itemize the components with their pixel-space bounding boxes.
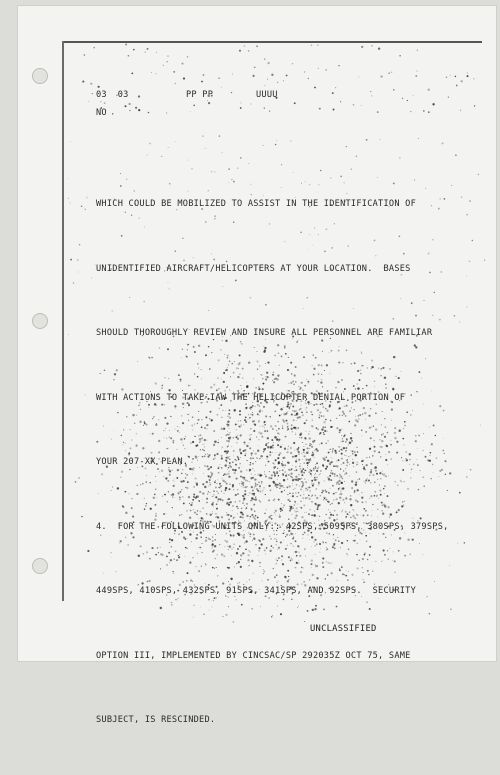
- body-line: SHOULD THOROUGHLY REVIEW AND INSURE ALL PERSONNEL ARE FAMILIAR: [96, 328, 433, 338]
- message-body: [96, 151, 449, 775]
- body-line: OPTION III, IMPLEMENTED BY CINCSAC/SP 292035Z OCT 75, SAME: [96, 650, 411, 661]
- body-line: YOUR 207-XX PLAN.: [96, 457, 189, 467]
- classification-footer: UNCLASSIFIED: [310, 624, 377, 634]
- precedence: PP PP: [186, 90, 214, 100]
- body-line: WHICH COULD BE MOBILIZED TO ASSIST IN THE IDENTIFICATION OF: [96, 199, 417, 209]
- message-number: NO: [96, 108, 107, 118]
- body-line: 4. FOR THE FOLLOWING UNITS ONLY:: 42SPS, 509SPS, 380SPS, 379SPS,: [96, 521, 449, 532]
- classification-code: UUUU: [256, 90, 278, 100]
- routing-indicator: 03 03: [96, 90, 129, 100]
- body-line: SUBJECT, IS RESCINDED.: [96, 715, 216, 725]
- body-line: WITH ACTIONS TO TAKE IAW THE HELICOPTER DENIAL PORTION OF: [96, 392, 406, 403]
- document-page: [18, 6, 496, 725]
- body-line: UNIDENTIFIED AIRCRAFT/HELICOPTERS AT YOUR LOCATION. BASES: [96, 263, 411, 274]
- body-line: 449SPS, 410SPS, 432SPS, 91SPS, 341SPS, AND 92SPS. SECURITY: [96, 586, 417, 596]
